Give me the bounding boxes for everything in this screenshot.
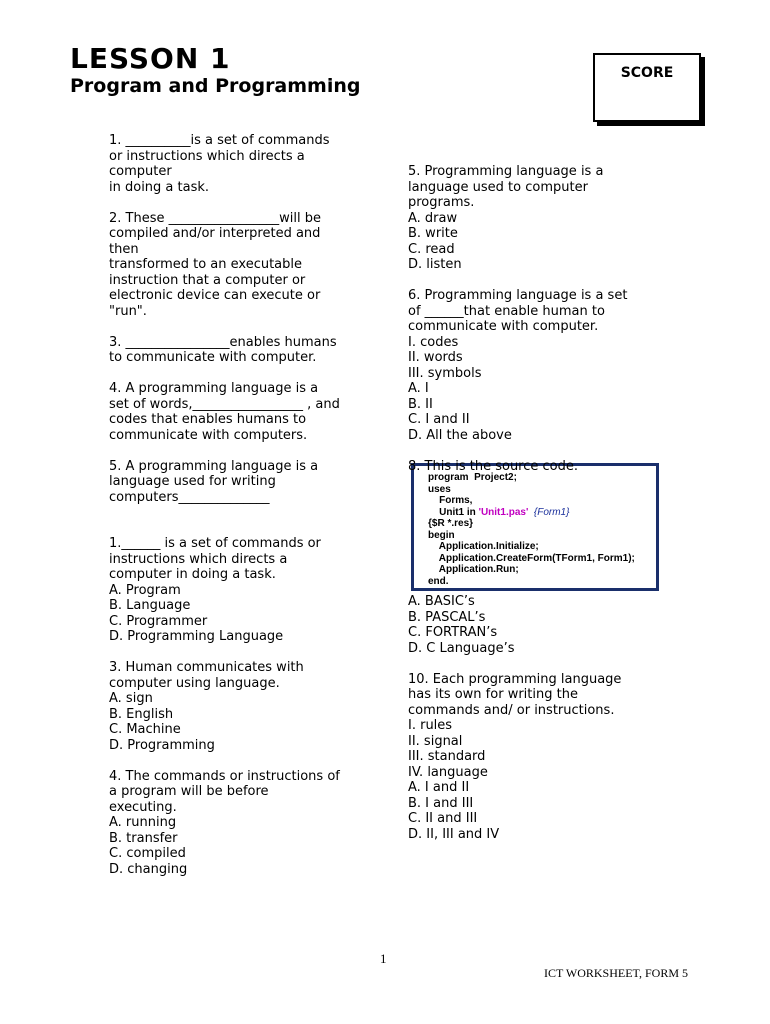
option-a: A. Program (109, 582, 181, 598)
item-iii: III. standard (408, 749, 486, 764)
question-mc-10 (408, 672, 668, 843)
option-d: D. Programming Language (109, 629, 284, 644)
left-question-column (109, 133, 377, 893)
option-d: D. changing (109, 861, 188, 877)
option-d: D. listen (408, 257, 462, 272)
question-mc-3 (109, 660, 377, 753)
item-ii: II. words (408, 350, 463, 365)
code-line: {$R *.res} (428, 518, 474, 529)
question-mc-4 (109, 769, 377, 878)
question-fill-3 (109, 335, 377, 366)
item-i: I. rules (408, 718, 453, 733)
option-b: B. write (408, 226, 458, 241)
page-number: 1 (380, 951, 387, 966)
question-text: 3. ________________enables humans to communicate with computer. (109, 334, 337, 365)
code-token: Unit1 in (428, 506, 479, 518)
code-string: 'Unit1.pas' (478, 506, 529, 518)
code-line (428, 507, 656, 519)
question-text: 1.______ is a set of commands or instructions which directs a computer in doing a task. (109, 536, 321, 582)
question-fill-5 (109, 459, 377, 506)
option-c: C. compiled (109, 846, 186, 861)
question-mc-8 (408, 459, 668, 657)
item-iv: IV. language (408, 764, 488, 780)
code-comment: {Form1} (528, 506, 570, 518)
code-line: uses (428, 483, 451, 495)
option-d: D. C Language’s (408, 640, 515, 656)
question-text: 1. __________is a set of commands or instructions which directs a computer in doing a task. (109, 133, 330, 195)
code-line: end. (428, 575, 449, 587)
option-b: B. transfer (109, 830, 178, 846)
item-iii: III. symbols (408, 365, 482, 381)
option-c: C. I and II (408, 412, 470, 427)
option-c: C. read (408, 241, 455, 257)
option-b: B. II (408, 396, 433, 412)
item-i: I. codes (408, 334, 459, 350)
code-line: begin (428, 529, 455, 541)
question-mc-5 (408, 164, 668, 273)
option-b: B. English (109, 706, 174, 722)
option-a: A. I and II (408, 780, 470, 795)
lesson-subtitle: Program and Programming (70, 75, 361, 97)
option-a: A. running (109, 815, 177, 830)
option-b: B. Language (109, 598, 191, 613)
code-line: Forms, (428, 495, 473, 506)
question-text: 6. Programming language is a set of ______that enable human to communicate with computer. (408, 288, 628, 334)
code-line: Application.CreateForm(TForm1, Form1); (428, 552, 635, 564)
question-text: 3. Human communicates with computer using language. (109, 660, 304, 691)
right-question-column (408, 164, 668, 858)
question-fill-2 (109, 211, 377, 320)
option-d: D. Programming (109, 737, 215, 753)
option-c: C. Programmer (109, 613, 208, 629)
option-a: A. sign (109, 691, 153, 706)
source-code-image (411, 463, 659, 591)
item-ii: II. signal (408, 733, 463, 749)
footer-label: ICT WORKSHEET, FORM 5 (544, 966, 689, 980)
question-text: 4. The commands or instructions of a program will be before executing. (109, 768, 340, 815)
code-line: Application.Run; (428, 564, 519, 575)
question-text: 2. These _________________will be compiled and/or interpreted and then transformed to an executable instruction that a computer or electronic device can execute or "run". (109, 210, 321, 319)
question-text: 4. A programming language is a set of words,_________________ , and codes that enables humans to communicate with computers. (109, 381, 340, 443)
lesson-title: LESSON 1 (70, 42, 231, 75)
score-box (593, 53, 701, 122)
question-mc-6 (408, 288, 668, 443)
question-text: 5. A programming language is a language used for writing computers______________ (109, 458, 319, 505)
option-a: A. I (408, 381, 429, 396)
question-text: 10. Each programming language has its own for writing the commands and/ or instructions. (408, 671, 622, 718)
score-label: SCORE (620, 65, 674, 81)
option-c: C. FORTRAN’s (408, 625, 498, 640)
question-fill-1 (109, 133, 377, 195)
question-mc-1 (109, 536, 377, 645)
question-text: 8. This is the source code. (408, 458, 579, 474)
option-b: B. I and III (408, 795, 474, 811)
code-line: program Project2; (428, 472, 517, 483)
option-d: D. All the above (408, 427, 512, 443)
option-c: C. Machine (109, 722, 181, 737)
option-b: B. PASCAL’s (408, 609, 486, 625)
question-fill-4 (109, 381, 377, 443)
question-text: 5. Programming language is a language used to computer programs. (408, 164, 604, 210)
option-a: A. draw (408, 210, 458, 226)
option-d: D. II, III and IV (408, 826, 500, 842)
option-c: C. II and III (408, 811, 478, 826)
code-line: Application.Initialize; (428, 541, 539, 552)
option-a: A. BASIC’s (408, 594, 475, 609)
